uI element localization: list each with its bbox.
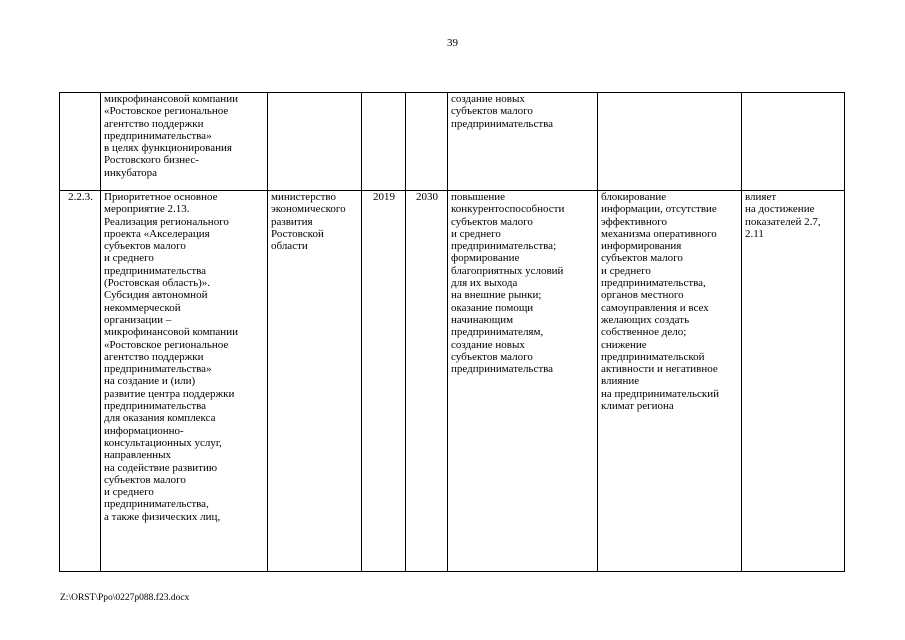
executor-cell (268, 191, 362, 572)
measures-table (59, 92, 845, 572)
cell-line: на достижение (745, 203, 815, 216)
cell-line: Реализация регионального (104, 215, 229, 228)
cell-line: на содействие развитию (104, 461, 218, 474)
cell-line: Ростовской (271, 227, 324, 240)
cell-line: Приоритетное основное (104, 191, 218, 203)
cell-line: на внешние рынки; (451, 289, 542, 302)
cell-line: микрофинансовой компании (104, 326, 238, 339)
cell-line: на создание и (или) (104, 375, 196, 388)
table-row (60, 93, 845, 191)
cell-line: благоприятных условий (451, 264, 564, 277)
cell-line: оказание помощи (451, 301, 534, 314)
cell-line: субъектов малого (451, 215, 533, 228)
cell-line: и среднего (601, 264, 651, 277)
cell-line: активности и негативное (601, 363, 718, 376)
end-year-cell: 2030 (406, 191, 448, 572)
cell-line: и среднего (104, 486, 154, 499)
cell-line: и среднего (451, 227, 501, 240)
cell-line: эффективного (601, 215, 667, 228)
cell-line: климат региона (601, 400, 674, 413)
cell-line: для их выхода (451, 277, 518, 290)
cell-line: проекта «Акселерация (104, 227, 210, 240)
cell-line: субъектов малого (451, 105, 533, 118)
cell-line: на предпринимательский (601, 387, 719, 400)
cell-line: субъектов малого (451, 350, 533, 363)
start-year-cell: 2019 (362, 191, 406, 572)
cell-line: предпринимательства; (451, 240, 557, 253)
table-row (60, 191, 845, 572)
consequences-cell (598, 191, 742, 572)
cell-line: некоммерческой (104, 301, 181, 314)
start-year-cell (362, 93, 406, 191)
cell-line: конкурентоспособности (451, 203, 565, 216)
event-cell (101, 191, 268, 572)
cell-line: блокирование (601, 191, 667, 203)
cell-line: информационно- (104, 424, 184, 437)
cell-line: мероприятие 2.13. (104, 203, 190, 216)
cell-line: консультационных услуг, (104, 436, 222, 449)
cell-line: собственное дело; (601, 326, 687, 339)
cell-line: начинающим (451, 313, 514, 326)
cell-line: желающих создать (601, 313, 690, 326)
cell-line: формирование (451, 252, 520, 265)
cell-line: предпринимательства (104, 264, 207, 277)
row-number-cell: 2.2.3. (60, 191, 101, 572)
cell-line: агентство поддержки (104, 117, 204, 130)
cell-line: Ростовского бизнес- (104, 154, 199, 167)
cell-line: органов местного (601, 289, 684, 302)
cell-line: экономического (271, 203, 346, 216)
cell-line: для оказания комплекса (104, 412, 216, 425)
cell-line: предпринимательства (451, 363, 554, 376)
cell-line: 2.11 (745, 227, 764, 240)
cell-line: предпринимательства» (104, 363, 212, 376)
cell-line: области (271, 240, 308, 253)
cell-line: предпринимательства, (104, 498, 209, 511)
footer-file-path: Z:\ORST\Ppo\0227p088.f23.docx (60, 593, 190, 603)
cell-line: развитие центра поддержки (104, 387, 235, 400)
cell-line: организации – (104, 313, 172, 326)
cell-line: информирования (601, 240, 682, 253)
cell-line: микрофинансовой компании (104, 93, 238, 105)
row-number-cell (60, 93, 101, 191)
result-cell (448, 93, 598, 191)
cell-line: предпринимательства, (601, 277, 706, 290)
cell-line: «Ростовское региональное (104, 338, 229, 351)
cell-line: самоуправления и всех (601, 301, 709, 314)
cell-line: механизма оперативного (601, 227, 717, 240)
cell-line: направленных (104, 449, 171, 462)
cell-line: предпринимательства» (104, 129, 212, 142)
cell-line: в целях функционирования (104, 142, 232, 155)
cell-line: создание новых (451, 338, 525, 351)
cell-line: развития (271, 215, 313, 228)
end-year-cell (406, 93, 448, 191)
cell-line: снижение (601, 338, 647, 351)
consequences-cell (598, 93, 742, 191)
cell-line: (Ростовская область)». (104, 277, 211, 290)
cell-line: информации, отсутствие (601, 203, 717, 216)
event-cell (101, 93, 268, 191)
cell-line: и среднего (104, 252, 154, 265)
cell-line: влияет (745, 191, 777, 203)
page-number: 39 (447, 37, 458, 49)
cell-line: субъектов малого (601, 252, 683, 265)
relation-cell (742, 191, 845, 572)
cell-line: субъектов малого (104, 473, 186, 486)
cell-line: Субсидия автономной (104, 289, 208, 302)
cell-line: инкубатора (104, 166, 158, 179)
cell-line: повышение (451, 191, 505, 203)
cell-line: а также физических лиц, (104, 510, 221, 523)
cell-line: предпринимательства (104, 400, 207, 413)
cell-line: министерство (271, 191, 337, 203)
cell-line: «Ростовское региональное (104, 105, 229, 118)
cell-line: предпринимателям, (451, 326, 544, 339)
cell-line: показателей 2.7, (745, 215, 821, 228)
cell-line: создание новых (451, 93, 525, 105)
result-cell (448, 191, 598, 572)
cell-line: предпринимательской (601, 350, 705, 363)
cell-line: агентство поддержки (104, 350, 204, 363)
relation-cell (742, 93, 845, 191)
cell-line: субъектов малого (104, 240, 186, 253)
cell-line: предпринимательства (451, 117, 554, 130)
cell-line: влияние (601, 375, 640, 388)
executor-cell (268, 93, 362, 191)
